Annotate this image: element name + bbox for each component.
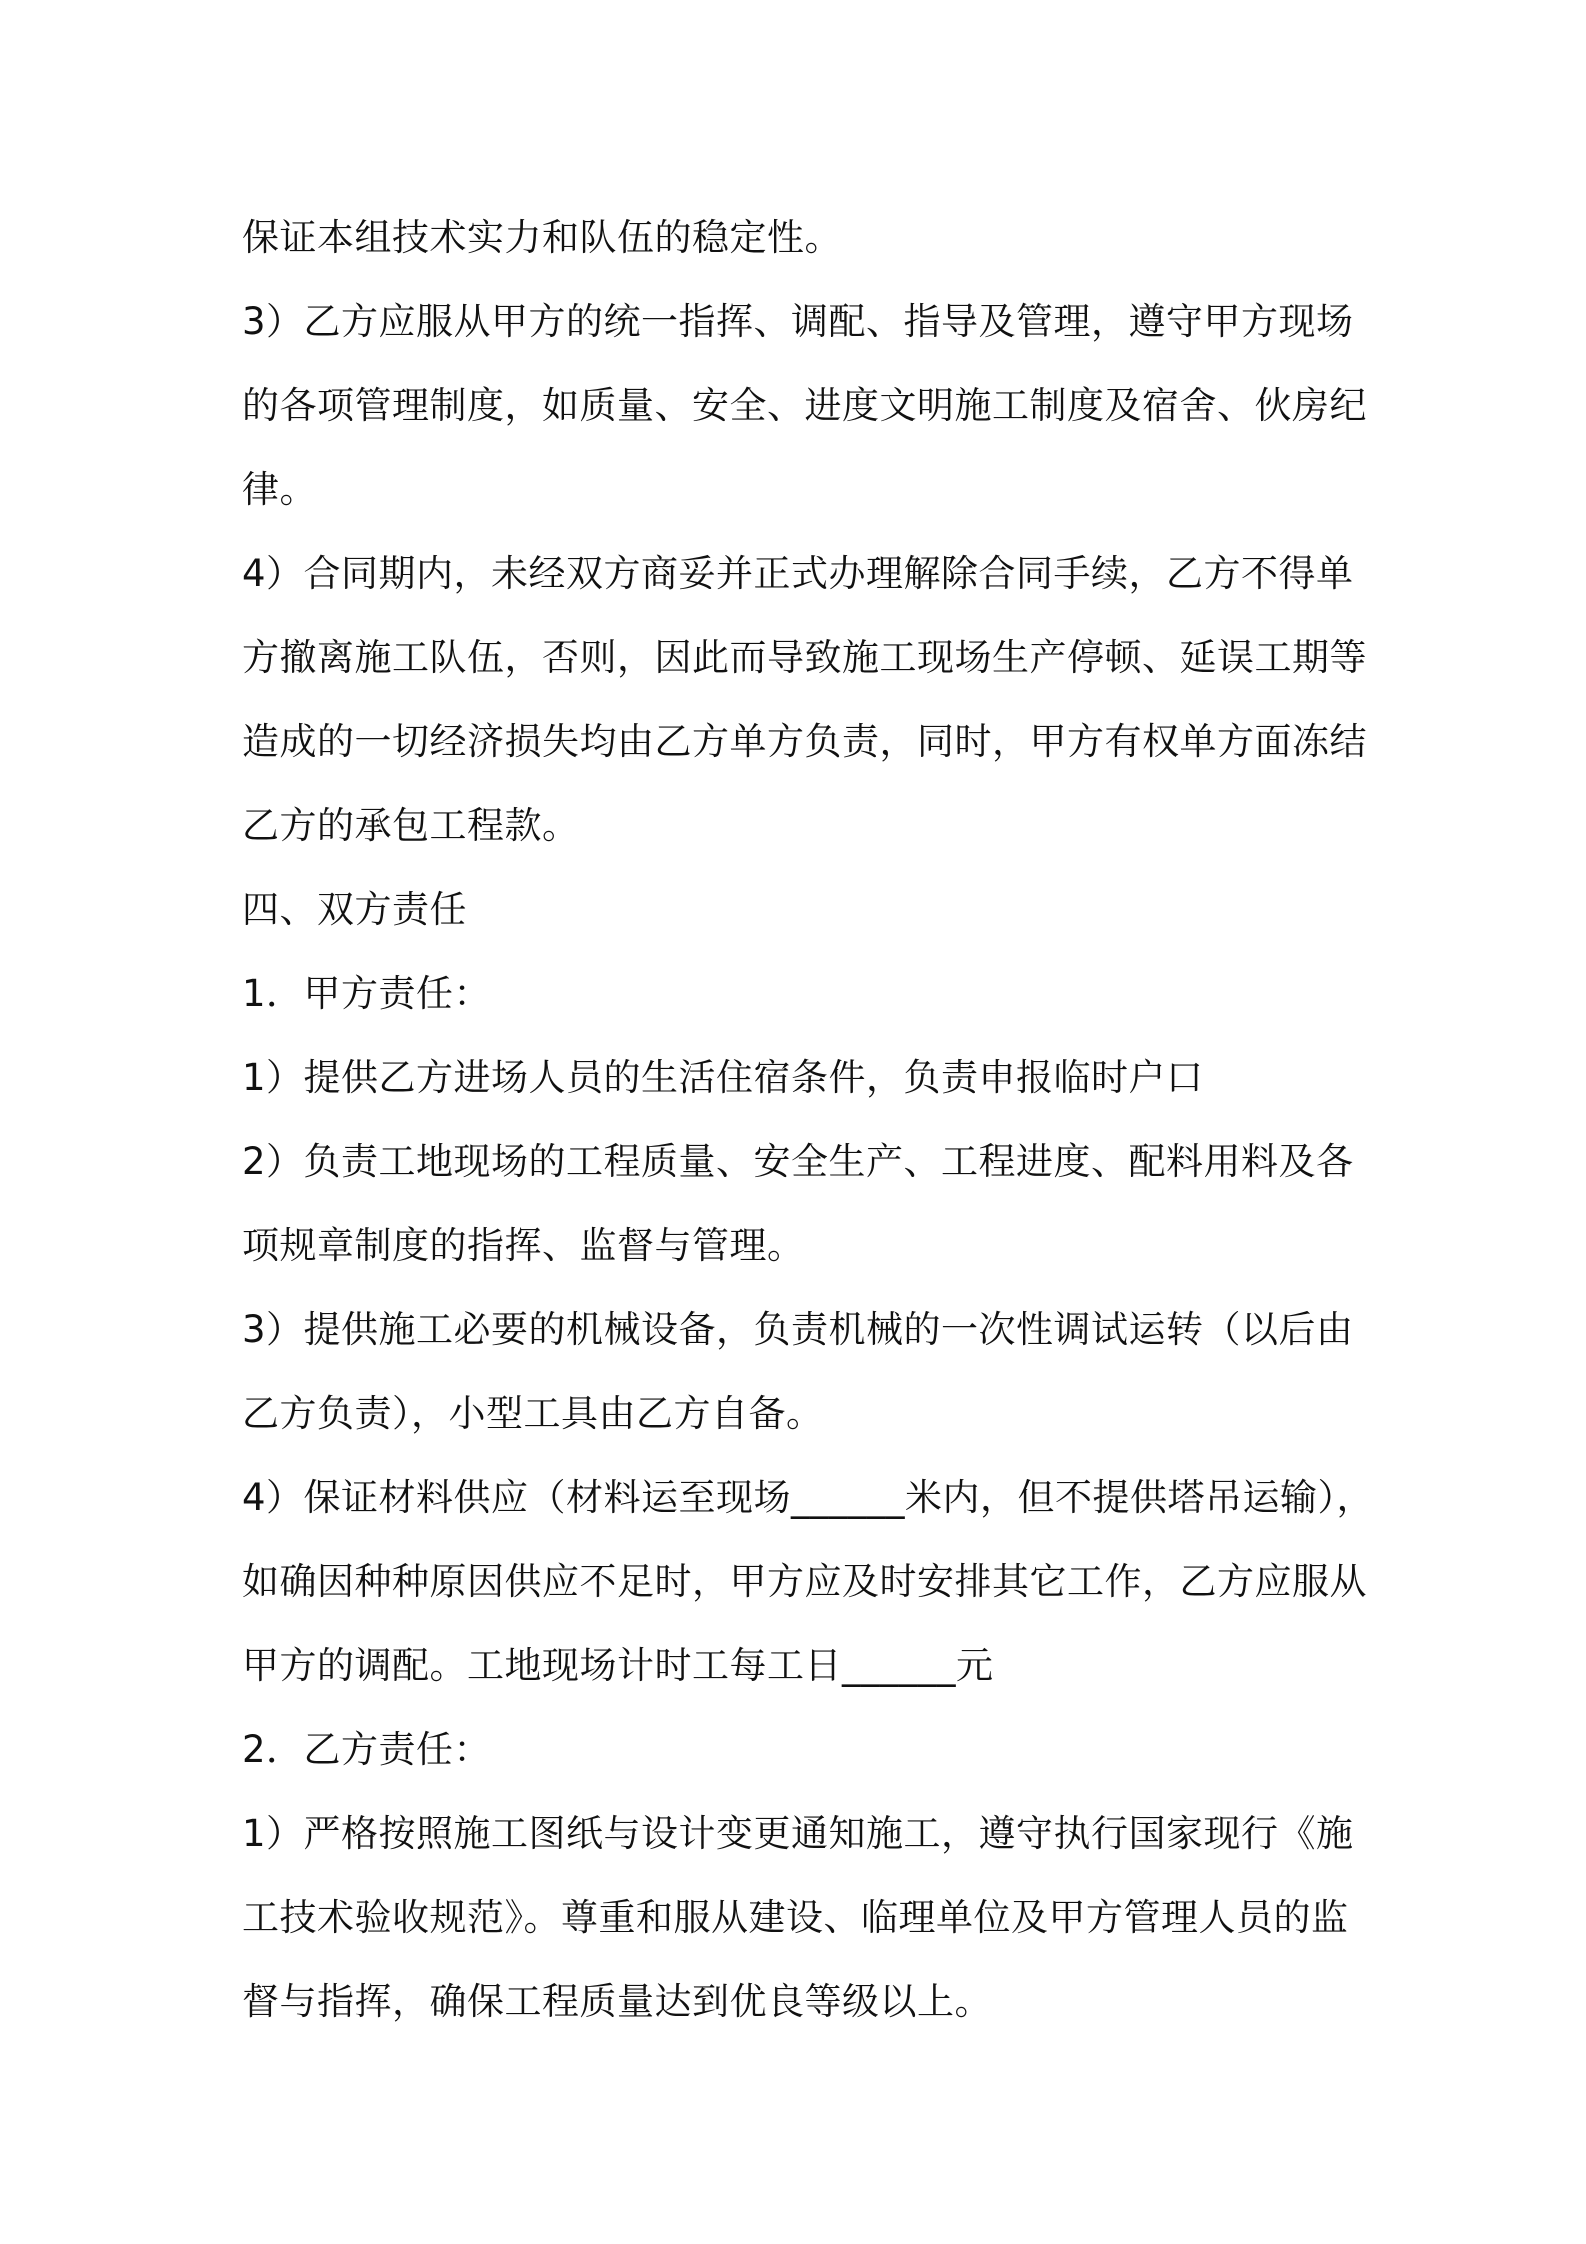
- text-line: 1）提供乙方进场人员的生活住宿条件，负责申报临时户口: [242, 1056, 1204, 1099]
- section-heading: 四、双方责任: [242, 888, 467, 931]
- text-line: 保证本组技术实力和队伍的稳定性。: [242, 216, 842, 259]
- text-line: 如确因种种原因供应不足时，甲方应及时安排其它工作，乙方应服从: [242, 1560, 1367, 1603]
- text-line: 乙方的承包工程款。: [242, 804, 580, 847]
- text-line: 乙方负责），小型工具由乙方自备。: [242, 1392, 824, 1435]
- text-line: 的各项管理制度，如质量、安全、进度文明施工制度及宿舍、伙房纪: [242, 384, 1367, 427]
- text-line: 律。: [242, 468, 317, 511]
- document-body: [242, 196, 1375, 2044]
- subsection-heading: 1．甲方责任：: [242, 972, 492, 1015]
- text-line: 造成的一切经济损失均由乙方单方负责，同时，甲方有权单方面冻结: [242, 720, 1367, 763]
- text-line: 4）保证材料供应（材料运至现场______米内，但不提供塔吊运输），: [242, 1476, 1375, 1519]
- subsection-heading: 2．乙方责任：: [242, 1728, 492, 1771]
- text-line: 项规章制度的指挥、监督与管理。: [242, 1224, 805, 1267]
- text-line: 1）严格按照施工图纸与设计变更通知施工，遵守执行国家现行《施: [242, 1812, 1354, 1855]
- text-line: 方撤离施工队伍，否则，因此而导致施工现场生产停顿、延误工期等: [242, 636, 1367, 679]
- text-line: 2）负责工地现场的工程质量、安全生产、工程进度、配料用料及各: [242, 1140, 1354, 1183]
- text-line: 3）乙方应服从甲方的统一指挥、调配、指导及管理，遵守甲方现场: [242, 300, 1354, 343]
- text-line: 工技术验收规范》。尊重和服从建设、临理单位及甲方管理人员的监: [242, 1896, 1349, 1939]
- text-line: 3）提供施工必要的机械设备，负责机械的一次性调试运转（以后由: [242, 1308, 1354, 1351]
- text-line: 督与指挥，确保工程质量达到优良等级以上。: [242, 1980, 992, 2023]
- text-line: 甲方的调配。工地现场计时工每工日______元: [242, 1644, 994, 1687]
- text-line: 4）合同期内，未经双方商妥并正式办理解除合同手续，乙方不得单: [242, 552, 1354, 595]
